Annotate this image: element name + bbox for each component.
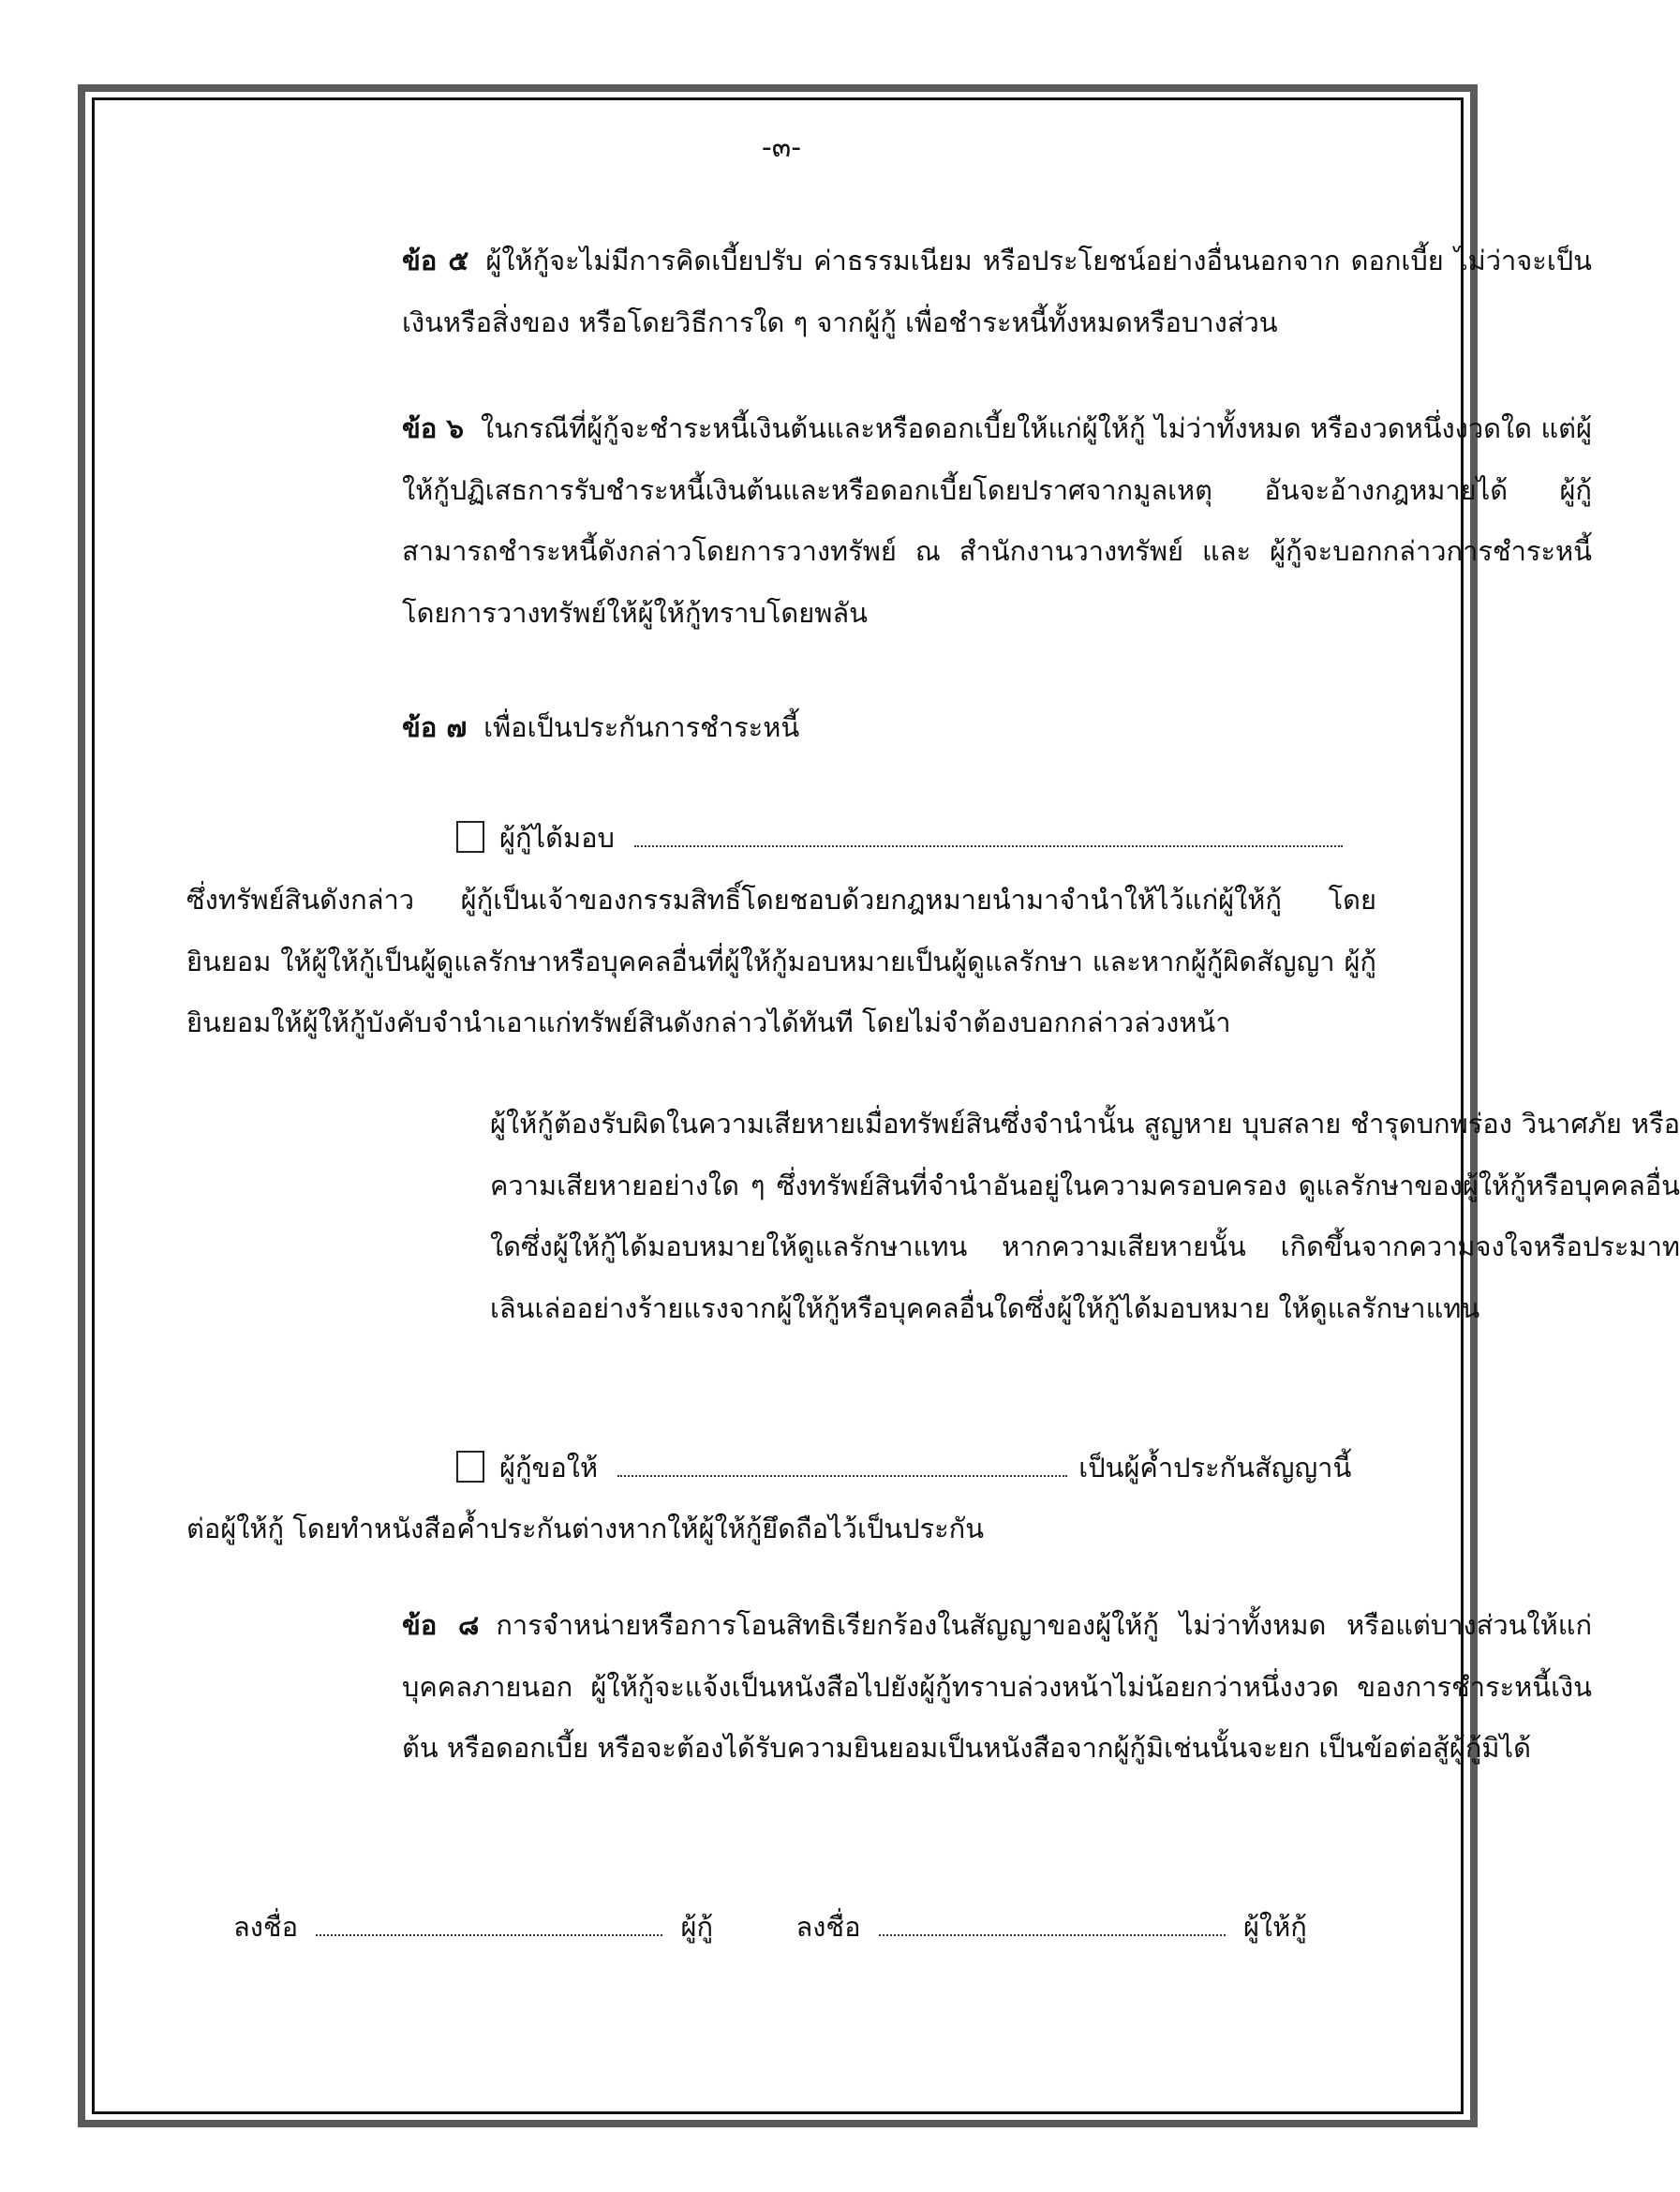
clause-6-label: ข้อ ๖ bbox=[402, 412, 465, 444]
borrower-signature-line[interactable] bbox=[316, 1916, 662, 1936]
guarantor-continuation: ต่อผู้ให้กู้ โดยทำหนังสือค้ำประกันต่างหากให้ผู้ให้กู้ยึดถือไว้เป็นประกัน bbox=[186, 1513, 985, 1544]
clause-5 bbox=[186, 231, 1592, 353]
clause-8 bbox=[186, 1595, 1592, 1780]
clause-8-text: การจำหน่ายหรือการโอนสิทธิเรียกร้องในสัญญาของผู้ให้กู้ ไม่ว่าทั้งหมด หรือแต่บางส่วนให้แก่บุคคลภายนอก ผู้ให้กู้จะแจ้งเป็นหนังสือไปยังผู้กู้ทราบล่วงหน้าไม่น้อยกว่าหนึ่งงวด ของการชำระหนี้เงินต้น หรือดอกเบี้ย หรือจะต้องได้รับความยินยอมเป็นหนังสือจากผู้กู้มิเช่นนั้นจะยก เป็นข้อต่อสู้ผู้กู้มิได้ bbox=[402, 1609, 1592, 1764]
lender-sign-prefix: ลงชื่อ bbox=[795, 1911, 861, 1943]
collateral-terms: ซึ่งทรัพย์สินดังกล่าว ผู้กู้เป็นเจ้าของกรรมสิทธิ์โดยชอบด้วยกฎหมายนำมาจำนำให้ไว้แก่ผู้ให้กู้ โดยยินยอม ให้ผู้ให้กู้เป็นผู้ดูแลรักษาหรือบุคคลอื่นที่ผู้ให้กู้มอบหมายเป็นผู้ดูแลรักษา และหากผู้กู้ผิดสัญญา ผู้กู้ ยินยอมให้ผู้ให้กู้บังคับจำนำเอาแก่ทรัพย์สินดังกล่าวได้ทันที โดยไม่จำต้องบอกกล่าวล่วงหน้า bbox=[186, 884, 1376, 1038]
clause-8-label: ข้อ ๘ bbox=[402, 1609, 480, 1641]
collateral-checkbox[interactable] bbox=[456, 821, 484, 853]
collateral-fill-in-line[interactable] bbox=[634, 827, 1343, 847]
lender-role: ผู้ให้กู้ bbox=[1242, 1911, 1307, 1943]
clause-6-text: ในกรณีที่ผู้กู้จะชำระหนี้เงินต้นและหรือดอกเบี้ยให้แก่ผู้ให้กู้ ไม่ว่าทั้งหมด หรืองวดหนึ่งงวดใด แต่ผู้ให้กู้ปฏิเสธการรับชำระหนี้เงินต้นและหรือดอกเบี้ยโดยปราศจากมูลเหตุ อันจะอ้างกฎหมายได้ ผู้กู้สามารถชำระหนี้ดังกล่าวโดยการวางทรัพย์ ณ สำนักงานวางทรัพย์ และ ผู้กู้จะบอกกล่าวการชำระหนี้โดยการวางทรัพย์ให้ผู้ให้กู้ทราบโดยพลัน bbox=[402, 412, 1592, 629]
signature-row bbox=[233, 1897, 1307, 1959]
collateral-checkbox-label: ผู้กู้ได้มอบ bbox=[499, 822, 615, 854]
guarantor-fill-in-line[interactable] bbox=[617, 1456, 1067, 1477]
guarantor-checkbox[interactable] bbox=[456, 1451, 484, 1483]
borrower-sign-prefix: ลงชื่อ bbox=[233, 1911, 299, 1943]
clause-6 bbox=[186, 398, 1592, 644]
guarantor-suffix: เป็นผู้ค้ำประกันสัญญานี้ bbox=[1078, 1452, 1352, 1484]
clause-5-text: ผู้ให้กู้จะไม่มีการคิดเบี้ยปรับ ค่าธรรมเนียม หรือประโยชน์อย่างอื่นนอกจาก ดอกเบี้ย ไม่ว่าจะเป็นเงินหรือสิ่งของ หรือโดยวิธีการใด ๆ จากผู้กู้ เพื่อชำระหนี้ทั้งหมดหรือบางส่วน bbox=[402, 245, 1592, 338]
clause-5-label: ข้อ ๕ bbox=[402, 245, 469, 276]
clause-7 bbox=[186, 697, 1592, 759]
guarantor-checkbox-label: ผู้กู้ขอให้ bbox=[499, 1452, 599, 1484]
clause-7-label: ข้อ ๗ bbox=[402, 711, 468, 743]
guarantor-option-row bbox=[186, 1438, 1376, 1499]
collateral-option-row bbox=[186, 808, 1376, 870]
lender-signature-line[interactable] bbox=[879, 1916, 1226, 1936]
page-number: -๓- bbox=[761, 131, 802, 164]
borrower-role: ผู้กู้ bbox=[680, 1911, 714, 1943]
collateral-liability: ผู้ให้กู้ต้องรับผิดในความเสียหายเมื่อทรัพย์สินซึ่งจำนำนั้น สูญหาย บุบสลาย ชำรุดบกพร่อง วินาศภัย หรือความเสียหายอย่างใด ๆ ซึ่งทรัพย์สินที่จำนำอันอยู่ในความครอบครอง ดูแลรักษาของผู้ให้กู้หรือบุคคลอื่นใดซึ่งผู้ให้กู้ได้มอบหมายให้ดูแลรักษาแทน หากความเสียหายนั้น เกิดขึ้นจากความจงใจหรือประมาทเลินเล่ออย่างร้ายแรงจากผู้ให้กู้หรือบุคคลอื่นใดซึ่งผู้ให้กู้ได้มอบหมาย ให้ดูแลรักษาแทน bbox=[490, 1108, 1680, 1324]
clause-7-text: เพื่อเป็นประกันการชำระหนี้ bbox=[483, 711, 800, 743]
